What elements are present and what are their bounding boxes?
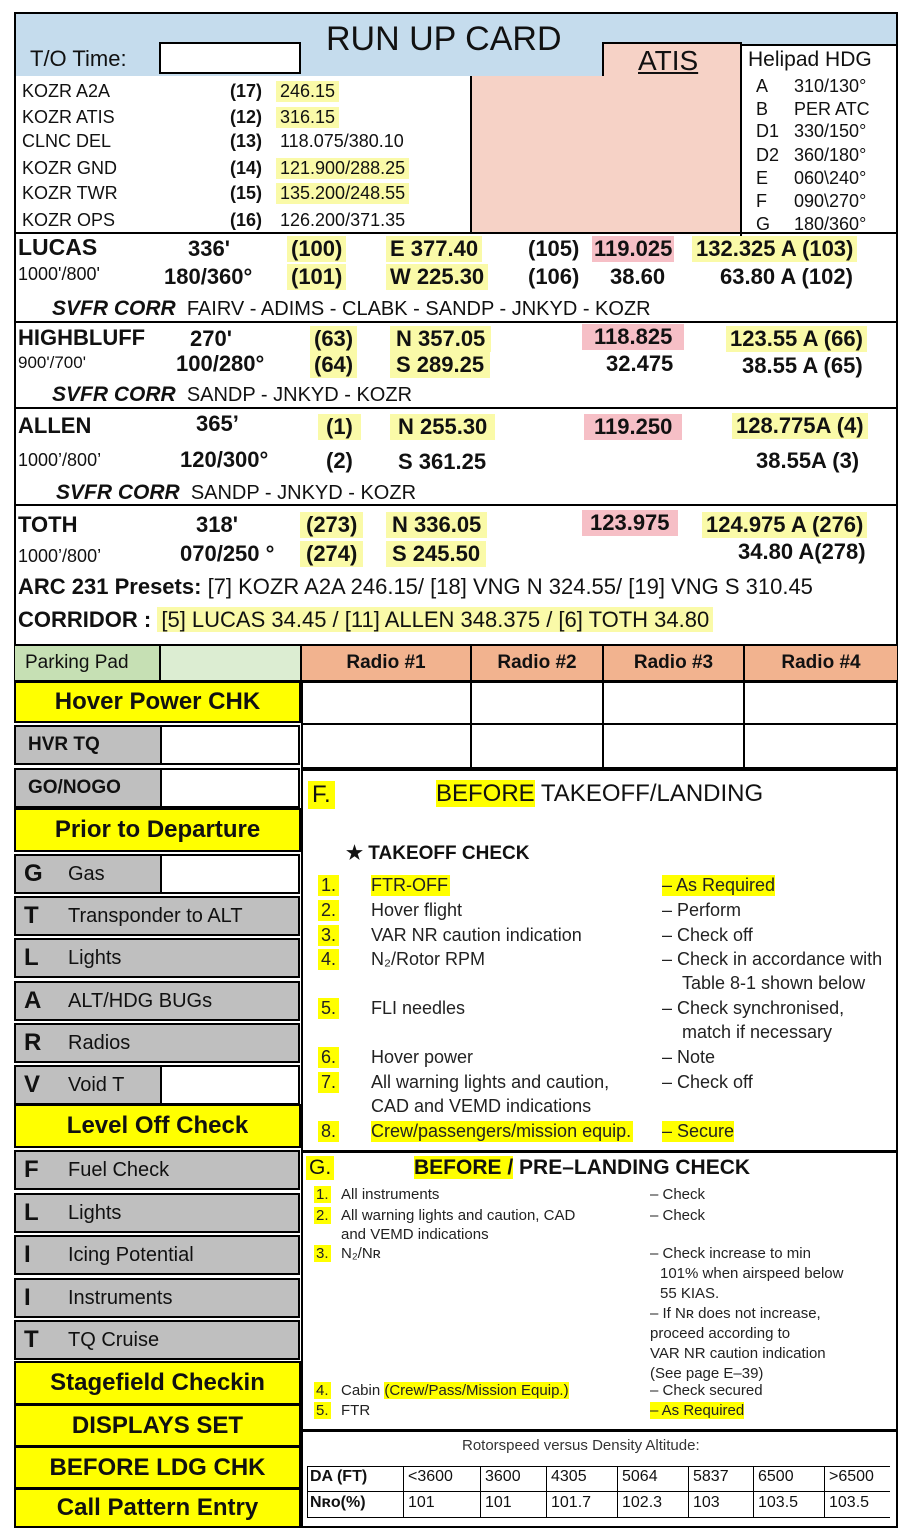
item-number: 3.	[318, 925, 339, 946]
hover-power-chk[interactable]	[14, 681, 301, 723]
table-label: DA (FT)	[310, 1468, 368, 1485]
item-number: 2.	[318, 900, 339, 921]
lucas-twr2: 38.60	[610, 264, 666, 289]
item-result: – Secure	[662, 1121, 735, 1141]
helipad-hdg: PER ATC	[794, 99, 870, 119]
svfr-label: SVFR CORR	[52, 297, 176, 320]
row-label: HVR TQ	[28, 734, 100, 755]
checklist-row[interactable]	[14, 938, 300, 978]
radio-label: Radio #2	[497, 652, 577, 673]
highbluff-ch1: (63)	[310, 326, 357, 352]
toth-ch1: (273)	[300, 512, 363, 538]
bar-label: Prior to Departure	[54, 816, 261, 843]
rotor-table-caption: Rotorspeed versus Density Altitude:	[462, 1437, 700, 1454]
hvr-tq-row[interactable]	[14, 725, 300, 765]
item-number: 1.	[316, 1186, 329, 1203]
table-cell: >6500	[829, 1468, 874, 1485]
row-label: Void T	[68, 1073, 125, 1096]
row-key: I	[24, 1284, 31, 1311]
row-label: Radios	[68, 1031, 131, 1054]
item-number: 6.	[318, 1047, 339, 1068]
item-number: 7.	[318, 1072, 339, 1093]
row-key: G	[24, 860, 43, 887]
highbluff-a1: 123.55 A (66)	[726, 326, 867, 352]
svfr-route: FAIRV - ADIMS - CLABK - SANDP - JNKYD - KOZR	[186, 298, 651, 320]
item-result: – Check	[650, 1207, 706, 1224]
row-label: Fuel Check	[68, 1158, 170, 1181]
item-result: – Check off	[662, 925, 753, 945]
item-result: VAR NR caution indication	[650, 1345, 826, 1362]
atis-label: ATIS	[638, 45, 699, 76]
highbluff-ch2: (64)	[310, 352, 357, 378]
call-pattern-entry	[14, 1488, 301, 1528]
highbluff-nav1: N 357.05	[390, 326, 491, 352]
freq-name: KOZR A2A	[22, 81, 111, 101]
freq-value: 121.900/288.25	[276, 158, 409, 179]
item-number: 5.	[316, 1402, 329, 1419]
toth-nav1: N 336.05	[386, 512, 487, 538]
toth-pattern: 1000’/800’	[18, 546, 102, 566]
checklist-row[interactable]	[14, 896, 300, 936]
lucas-pattern: 1000'/800'	[18, 264, 100, 284]
table-line	[307, 1491, 890, 1492]
allen-a1: 128.775A (4)	[732, 413, 868, 439]
item-result: – Check	[650, 1186, 706, 1203]
row-key: F	[24, 1156, 39, 1183]
table-cell: 5064	[622, 1468, 658, 1485]
checklist-row[interactable]	[14, 1235, 300, 1275]
row-key: A	[24, 987, 42, 1014]
section-f-letter: F.	[308, 781, 335, 809]
gonogo-row[interactable]	[14, 768, 300, 808]
section-f-title	[436, 780, 763, 808]
svfr2	[52, 383, 412, 407]
freq-value: 316.15	[276, 107, 339, 128]
lucas-ch2: (101)	[287, 264, 346, 290]
title-hl: BEFORE	[436, 780, 535, 807]
toth-twr1: 123.975	[582, 510, 678, 536]
table-line	[403, 1466, 404, 1517]
divider	[470, 681, 472, 769]
item-number: 1.	[318, 875, 339, 896]
toth-rwy: 070/250 °	[180, 541, 275, 566]
row-label: Icing Potential	[68, 1243, 194, 1266]
page-title: RUN UP CARD	[326, 20, 562, 58]
arc-label: ARC 231 Presets:	[18, 574, 202, 599]
section-g-letter: G.	[306, 1156, 334, 1180]
table-line	[688, 1466, 689, 1517]
divider	[301, 723, 898, 725]
prior-to-departure	[14, 808, 301, 852]
radio-header-1	[301, 645, 471, 681]
row-key: V	[24, 1071, 41, 1098]
highbluff-a2: 38.55 A (65)	[742, 353, 863, 378]
radio-header-4	[744, 645, 898, 681]
item-result: – Check in accordance with	[662, 949, 883, 969]
helipad-hdg: 180/360°	[794, 214, 867, 234]
checklist-row[interactable]	[14, 981, 300, 1021]
freq-name: KOZR OPS	[22, 210, 116, 230]
title-hl: BEFORE /	[414, 1156, 514, 1179]
table-line	[307, 1466, 308, 1517]
table-cell: 103.5	[758, 1494, 799, 1511]
row-label: Gas	[68, 862, 105, 885]
item-text: All warning lights and caution,	[371, 1072, 610, 1092]
parking-pad-field[interactable]	[160, 645, 301, 681]
helipad-hdg: 360/180°	[794, 145, 867, 165]
helipad-id: G	[756, 214, 771, 234]
row-label: Instruments	[68, 1286, 173, 1309]
freq-channel: (17)	[230, 81, 263, 101]
freq-value: 135.200/248.55	[276, 183, 409, 204]
row-label: ALT/HDG BUGs	[68, 989, 213, 1012]
table-line	[480, 1466, 481, 1517]
row-label: Lights	[68, 1201, 122, 1224]
item-text: All warning lights and caution, CAD	[341, 1207, 576, 1224]
item-number: 3.	[316, 1245, 329, 1262]
helipad-id: D1	[756, 121, 780, 141]
table-cell: 102.3	[622, 1494, 663, 1511]
helipad-id: B	[756, 99, 769, 119]
title-rest: TAKEOFF/LANDING	[534, 780, 764, 807]
item-result: – As Required	[662, 875, 776, 895]
row-label: Lights	[68, 946, 122, 969]
helipad-hdg: 330/150°	[794, 121, 867, 141]
lucas-twr1: 119.025	[594, 236, 673, 261]
freq-name: CLNC DEL	[22, 131, 112, 151]
row-label: Transponder to ALT	[68, 904, 243, 927]
item-result: – Check off	[662, 1072, 753, 1092]
item-number: 5.	[318, 998, 339, 1019]
lucas-rwy: 180/360°	[164, 264, 253, 289]
item-text: Cabin (Crew/Pass/Mission Equip.)	[341, 1382, 569, 1399]
divider	[14, 407, 898, 409]
helipad-hdg: 090\270°	[794, 191, 867, 211]
atis-box-lower	[470, 76, 742, 232]
bar-label: Level Off Check	[66, 1112, 249, 1139]
svfr-route: SANDP - JNKYD - KOZR	[190, 482, 417, 504]
item-text: CAD and VEMD indications	[371, 1096, 592, 1116]
allen-a2: 38.55A (3)	[756, 448, 860, 473]
checklist-row[interactable]	[14, 1320, 300, 1360]
helipad-id: D2	[756, 145, 780, 165]
checklist-row[interactable]	[14, 1193, 300, 1233]
freq-value: 126.200/371.35	[280, 210, 406, 230]
toth-a1: 124.975 A (276)	[702, 512, 867, 538]
allen-rwy: 120/300°	[180, 447, 269, 472]
checklist-row[interactable]	[14, 1278, 300, 1318]
freq-channel: (13)	[230, 131, 263, 151]
item-result: match if necessary	[682, 1022, 833, 1042]
item-text: N₂/Nʀ	[341, 1245, 381, 1262]
lucas-a2: 63.80 A (102)	[720, 264, 853, 289]
item-result: 101% when airspeed below	[660, 1265, 844, 1282]
table-cell: 101	[485, 1494, 512, 1511]
item-text: Crew/passengers/mission equip.	[371, 1121, 632, 1141]
bar-label: Stagefield Checkin	[50, 1369, 265, 1396]
item-result: proceed according to	[650, 1325, 791, 1342]
arc-text: [7] KOZR A2A 246.15/ [18] VNG N 324.55/ [19] VNG S 310.45	[207, 574, 813, 599]
item-text: All instruments	[341, 1186, 440, 1203]
freq-channel: (15)	[230, 183, 263, 203]
item-result: Table 8-1 shown below	[682, 973, 866, 993]
radio-grid[interactable]	[301, 681, 898, 769]
highbluff-rwy: 100/280°	[176, 351, 265, 376]
item-text: N₂/Rotor RPM	[371, 949, 486, 969]
radio-label: Radio #3	[633, 652, 714, 673]
row-label: TQ Cruise	[68, 1328, 160, 1351]
displays-set	[14, 1404, 301, 1447]
allen-nav2: S 361.25	[398, 449, 487, 474]
svfr-label: SVFR CORR	[52, 383, 176, 406]
item-text: FTR-OFF	[371, 875, 448, 895]
highbluff-name: HIGHBLUFF	[18, 325, 146, 350]
bar-label: Hover Power CHK	[54, 688, 261, 715]
item-result: – Note	[662, 1047, 716, 1067]
item-text: and VEMD indications	[341, 1226, 489, 1243]
table-cell: 3600	[485, 1468, 521, 1485]
item-text: VAR NR caution indication	[371, 925, 582, 945]
to-time-field[interactable]	[159, 42, 301, 74]
radio-label: Radio #4	[781, 652, 861, 673]
lucas-tch1: (105)	[528, 236, 580, 261]
row-key: T	[24, 1326, 39, 1353]
row-field[interactable]	[160, 854, 300, 894]
item-result: – If Nʀ does not increase,	[650, 1305, 821, 1322]
toth-nav2: S 245.50	[386, 541, 486, 567]
lucas-nav1: E 377.40	[386, 236, 482, 262]
lucas-tch2: (106)	[528, 264, 580, 289]
item-number: 2.	[316, 1207, 329, 1224]
level-off-check	[14, 1104, 301, 1148]
freq-value: 118.075/380.10	[280, 131, 404, 151]
allen-elev: 365’	[196, 411, 239, 436]
section-g-title	[414, 1156, 750, 1180]
checklist-row[interactable]	[14, 1023, 300, 1063]
table-line	[617, 1466, 618, 1517]
checklist-row[interactable]	[14, 1150, 300, 1190]
helipad-hdg: 060\240°	[794, 168, 867, 188]
title-rest: PRE–LANDING CHECK	[513, 1156, 751, 1179]
lucas-elev: 336'	[188, 236, 230, 261]
helipad-hdg: 310/130°	[794, 76, 867, 96]
helipad-label: Helipad HDG	[748, 48, 872, 71]
corridor	[18, 607, 713, 633]
row-field[interactable]	[160, 1065, 300, 1105]
corridor-text: [5] LUCAS 34.45 / [11] ALLEN 348.375 / [6] TOTH 34.80	[157, 607, 713, 632]
highbluff-twr1: 118.825	[582, 324, 684, 350]
bar-label: DISPLAYS SET	[71, 1411, 244, 1439]
item-result: 55 KIAS.	[660, 1285, 720, 1302]
item-text: FTR	[341, 1402, 371, 1419]
toth-a2: 34.80 A(278)	[738, 539, 866, 564]
highbluff-twr2: 32.475	[606, 351, 674, 376]
allen-ch1: (1)	[318, 414, 361, 440]
table-cell: 103.5	[829, 1494, 870, 1511]
table-cell: 4305	[551, 1468, 587, 1485]
item-number: 8.	[318, 1121, 339, 1142]
freq-channel: (16)	[230, 210, 263, 230]
item-text: Hover flight	[371, 900, 463, 920]
radio-label: Radio #1	[346, 652, 426, 673]
checklist-row[interactable]	[14, 854, 300, 894]
item-text: FLI needles	[371, 998, 466, 1018]
highbluff-pattern: 900'/700'	[18, 353, 86, 372]
freq-channel: (12)	[230, 107, 263, 127]
lucas-ch1: (100)	[287, 236, 346, 262]
item-result: – Perform	[662, 900, 742, 920]
takeoff-check-title: ★ TAKEOFF CHECK	[346, 843, 530, 864]
row-key: L	[24, 944, 39, 971]
allen-pattern: 1000’/800’	[18, 450, 102, 470]
table-line	[753, 1466, 754, 1517]
freq-name: KOZR TWR	[22, 183, 118, 203]
table-line	[546, 1466, 547, 1517]
row-key: T	[24, 902, 39, 929]
bar-label: Call Pattern Entry	[56, 1494, 259, 1521]
table-line	[307, 1517, 890, 1518]
lucas-a1: 132.325 A (103)	[692, 236, 857, 262]
arc-presets	[18, 574, 813, 600]
lucas-name: LUCAS	[18, 234, 98, 260]
toth-ch2: (274)	[300, 541, 363, 567]
highbluff-elev: 270'	[190, 326, 232, 351]
table-cell: <3600	[408, 1468, 453, 1485]
allen-twr1: 119.250	[584, 414, 682, 440]
freq-name: KOZR ATIS	[22, 107, 115, 127]
table-cell: 6500	[758, 1468, 794, 1485]
divider	[743, 681, 745, 769]
table-cell: 101	[408, 1494, 435, 1511]
svfr-label: SVFR CORR	[56, 481, 180, 504]
parking-text: Parking Pad	[25, 652, 129, 673]
corridor-label: CORRIDOR :	[18, 607, 152, 632]
gonogo-field[interactable]	[160, 768, 300, 808]
radio-header-3	[603, 645, 744, 681]
before-ldg-chk	[14, 1446, 301, 1489]
item-result: – Check synchronised,	[662, 998, 845, 1018]
helipad-id: F	[756, 191, 767, 211]
table-label: Nʀᴏ(%)	[310, 1494, 366, 1511]
allen-ch2: (2)	[326, 448, 353, 473]
helipad-id: E	[756, 168, 769, 188]
freq-channel: (14)	[230, 158, 263, 178]
stagefield-checkin	[14, 1361, 301, 1405]
parking-pad-label	[14, 645, 160, 681]
row-key: L	[24, 1199, 39, 1226]
table-cell: 101.7	[551, 1494, 592, 1511]
row-label: GO/NOGO	[28, 777, 121, 798]
allen-nav1: N 255.30	[390, 414, 495, 440]
item-number: 4.	[316, 1382, 329, 1399]
item-number: 4.	[318, 949, 339, 970]
table-line	[824, 1466, 825, 1517]
highbluff-nav2: S 289.25	[390, 352, 490, 378]
item-result: – Check increase to min	[650, 1245, 811, 1262]
table-cell: 103	[693, 1494, 720, 1511]
item-result: – Check secured	[650, 1382, 763, 1399]
row-key: I	[24, 1241, 31, 1268]
svfr3	[56, 481, 416, 505]
table-cell: 5837	[693, 1468, 729, 1485]
svfr-route: SANDP - JNKYD - KOZR	[186, 384, 413, 406]
helipad-id: A	[756, 76, 769, 96]
item-result: – As Required	[650, 1402, 745, 1419]
radio-header-2	[471, 645, 603, 681]
checklist-row[interactable]	[14, 1065, 300, 1105]
table-line	[307, 1466, 890, 1467]
toth-elev: 318'	[196, 512, 238, 537]
divider	[602, 681, 604, 769]
item-text-hl: (Crew/Pass/Mission Equip.)	[384, 1382, 569, 1399]
to-time-label: T/O Time:	[30, 46, 127, 71]
freq-name: KOZR GND	[22, 158, 118, 178]
lucas-nav2: W 225.30	[386, 264, 488, 290]
divider	[14, 321, 898, 323]
item-text: Hover power	[371, 1047, 474, 1067]
svfr1	[52, 297, 651, 321]
allen-name: ALLEN	[18, 413, 92, 438]
hvr-tq-field[interactable]	[160, 725, 300, 765]
bar-label: BEFORE LDG CHK	[49, 1453, 266, 1481]
freq-value: 246.15	[276, 81, 339, 102]
row-key: R	[24, 1029, 42, 1056]
toth-name: TOTH	[18, 512, 78, 537]
item-result: (See page E–39)	[650, 1365, 764, 1382]
